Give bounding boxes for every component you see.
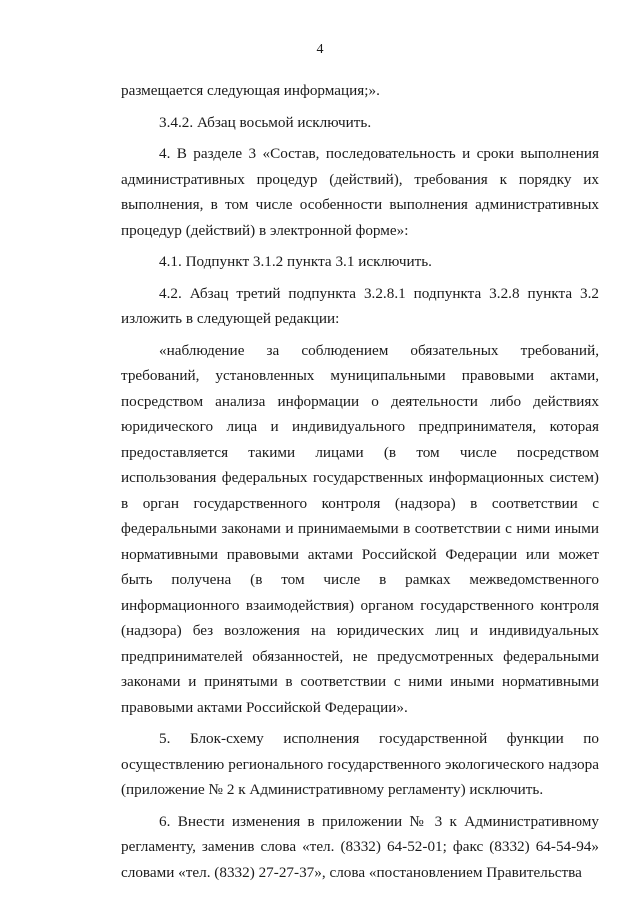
paragraph-5: 5. Блок-схему исполнения государственной функции по осуществлению регионального государственного экологического надзора (приложение № 2 к Административному регламенту) исключить. — [121, 730, 599, 798]
document-body — [121, 78, 599, 885]
page-number: 4 — [316, 42, 324, 57]
paragraph-quoted-text: «наблюдение за соблюдением обязательных требований, требований, установленных муниципальными правовыми актами, посредством анализа информации о деятельности либо действиях юридического лица и индивидуального предпринимателя, которая предоставляется такими лицами (в том числе посредством использования федеральных государственных информационных систем) в орган государственного контроля (надзора) в соответствии с федеральными законами и принимаемыми в соответствии с ними иными нормативными правовыми актами Российской Федерации или может быть получена (в том числе в рамках межведомственного информационного взаимодействия) органом государственного контроля (надзора) без возложения на юридических лиц и индивидуальных предпринимателей обязанностей, не предусмотренных федеральными законами и принятыми в соответствии с ними иными нормативными правовыми актами Российской Федерации». — [121, 341, 599, 716]
paragraph-4-2: 4.2. Абзац третий подпункта 3.2.8.1 подпункта 3.2.8 пункта 3.2 изложить в следующей редакции: — [121, 284, 599, 327]
paragraph-4-1: 4.1. Подпункт 3.1.2 пункта 3.1 исключить. — [159, 253, 432, 270]
paragraph-3-4-2: 3.4.2. Абзац восьмой исключить. — [159, 113, 372, 131]
paragraph-4: 4. В разделе 3 «Состав, последовательность и сроки выполнения административных процедур (действий), требования к порядку их выполнения, в том числе особенности выполнения административных процедур (действий) в электронной форме»: — [121, 145, 599, 239]
paragraph-continuation: размещается следующая информация;». — [121, 82, 380, 99]
paragraph-6: 6. Внести изменения в приложении № 3 к Административному регламенту, заменив слова «тел. (8332) 64-52-01; факс (8332) 64-54-94» словами «тел. (8332) 27-27-37», слова «постановлением Правительства — [121, 812, 599, 881]
